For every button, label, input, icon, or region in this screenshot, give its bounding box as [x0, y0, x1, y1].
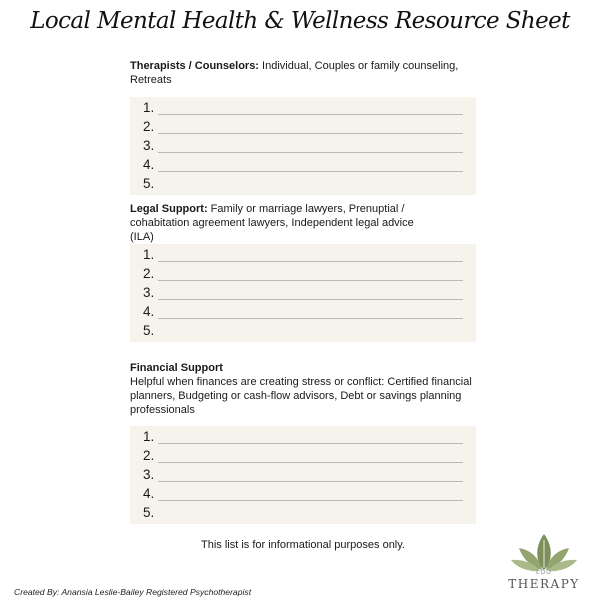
financial-list	[130, 426, 476, 524]
list-item-number: 2.	[143, 448, 155, 463]
list-item[interactable]	[130, 427, 476, 446]
legal-list	[130, 244, 476, 342]
page-title: Local Mental Health & Wellness Resource Sheet	[30, 8, 570, 34]
write-line	[158, 481, 463, 482]
financial-heading	[130, 361, 475, 417]
legal-heading-label: Legal Support:	[130, 203, 208, 215]
list-item[interactable]	[130, 302, 476, 321]
author-credit: Created By: Anansia Leslie-Bailey Registered Psychotherapist	[14, 587, 252, 597]
list-item-number: 2.	[143, 119, 155, 134]
list-item-number: 3.	[143, 138, 155, 153]
write-line	[158, 299, 463, 300]
therapists-list	[130, 97, 476, 195]
list-item[interactable]	[130, 117, 476, 136]
list-item-number: 4.	[143, 486, 155, 501]
logo-wordmark: THERAPY	[508, 577, 580, 591]
therapists-heading-label: Therapists / Counselors:	[130, 60, 259, 72]
list-item[interactable]	[130, 484, 476, 503]
list-item-number: 3.	[143, 285, 155, 300]
logo-small-text: LOO	[536, 570, 552, 576]
list-item[interactable]	[130, 98, 476, 117]
list-item-number: 4.	[143, 157, 155, 172]
list-item-number: 4.	[143, 304, 155, 319]
write-line	[158, 500, 463, 501]
list-item-number: 5.	[143, 176, 155, 191]
list-item-number: 1.	[143, 247, 155, 262]
list-item[interactable]	[130, 503, 476, 522]
list-item[interactable]	[130, 136, 476, 155]
list-item-number: 1.	[143, 100, 155, 115]
write-line	[158, 261, 463, 262]
write-line	[158, 171, 463, 172]
list-item[interactable]	[130, 174, 476, 193]
list-item-number: 2.	[143, 266, 155, 281]
write-line	[158, 114, 463, 115]
legal-heading	[130, 202, 440, 244]
write-line	[158, 152, 463, 153]
list-item-number: 1.	[143, 429, 155, 444]
list-item[interactable]	[130, 465, 476, 484]
write-line	[158, 280, 463, 281]
list-item-number: 5.	[143, 505, 155, 520]
list-item[interactable]	[130, 155, 476, 174]
therapists-description: Individual, Couples or family counseling, Retreats	[130, 60, 459, 86]
list-item[interactable]	[130, 321, 476, 340]
list-item[interactable]	[130, 264, 476, 283]
therapists-heading	[130, 59, 475, 87]
list-item-number: 5.	[143, 323, 155, 338]
list-item[interactable]	[130, 245, 476, 264]
write-line	[158, 318, 463, 319]
list-item[interactable]	[130, 283, 476, 302]
therapy-logo	[505, 532, 583, 594]
financial-description: Helpful when finances are creating stress or conflict: Certified financial planners, Budgeting or cash-flow advisors, Debt or savings planning professionals	[130, 376, 472, 416]
legal-description: Family or marriage lawyers, Prenuptial / cohabitation agreement lawyers, Independent legal advice (ILA)	[130, 203, 414, 243]
write-line	[158, 462, 463, 463]
write-line	[158, 443, 463, 444]
write-line	[158, 133, 463, 134]
leaf-logo-icon	[505, 532, 583, 572]
financial-heading-label: Financial Support	[130, 362, 223, 374]
list-item[interactable]	[130, 446, 476, 465]
list-item-number: 3.	[143, 467, 155, 482]
disclaimer: This list is for informational purposes only.	[201, 539, 405, 551]
